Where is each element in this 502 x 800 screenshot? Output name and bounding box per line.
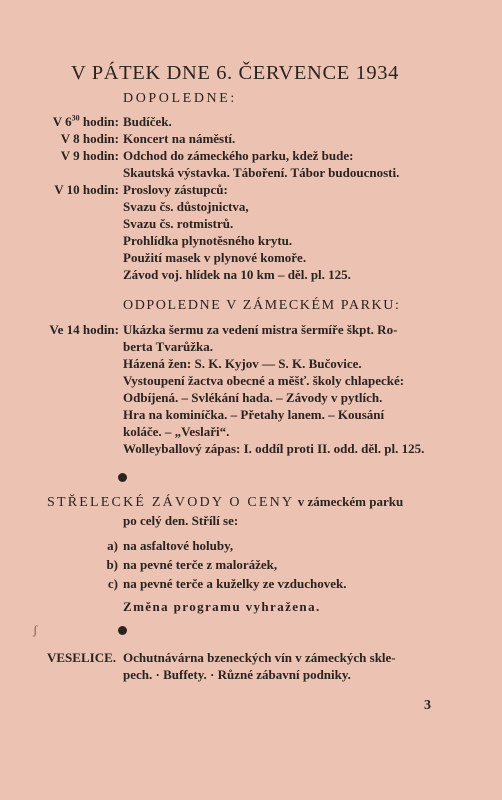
- program-change-note: Změna programu vyhražena.: [123, 599, 321, 614]
- page-title: V PÁTEK DNE 6. ČERVENCE 1934: [71, 62, 399, 84]
- time-label-14: Ve 14 hodin:: [49, 322, 119, 337]
- schedule-subline: Svazu čs. rotmistrů.: [123, 216, 234, 231]
- ink-mark: ʃ: [33, 622, 38, 637]
- schedule-subline: Svazu čs. důstojnictva,: [123, 199, 249, 214]
- shooting-title-rest: v zámeckém parku: [297, 494, 404, 509]
- time-label-6: V $6^{30}$ hodin:: [52, 113, 119, 129]
- schedule-subline: Prohlídka plynotěsného krytu.: [123, 233, 293, 248]
- shooting-title: [47, 494, 403, 511]
- afternoon-line: Odbíjená. – Svlékání hada. – Závody v pytlích.: [123, 390, 383, 405]
- veselice-line: Ochutnávárna bzeneckých vín v zámeckých skle-: [123, 650, 396, 665]
- schedule-subline: Závod voj. hlídek na 10 km – děl. pl. 125.: [123, 267, 351, 282]
- afternoon-line: koláče. – „Veslaři“.: [123, 424, 230, 439]
- list-item: na pevné terče z malorážek,: [123, 557, 278, 572]
- schedule-item-text: Odchod do zámeckého parku, kdež bude:: [123, 148, 354, 163]
- page-number: 3: [424, 698, 431, 713]
- time-label-9: V 9 hodin:: [60, 148, 119, 163]
- shooting-title-caps: STŘELECKÉ ZÁVODY O CENY: [47, 495, 295, 510]
- afternoon-line: berta Tvarůžka.: [123, 339, 214, 354]
- list-item: na asfaltové holuby,: [123, 538, 234, 553]
- schedule-item-continuation: Skautská výstavka. Táboření. Tábor budoucnosti.: [123, 165, 400, 180]
- veselice-line: pech. · Buffety. · Různé zábavní podniky.: [123, 667, 351, 682]
- section-bullet: [118, 473, 127, 482]
- afternoon-line: Házená žen: S. K. Kyjov — S. K. Bučovice.: [123, 356, 362, 371]
- schedule-item-text: Proslovy zástupců:: [123, 182, 228, 197]
- afternoon-line: Vystoupení žactva obecné a měšť. školy chlapecké:: [123, 373, 405, 388]
- schedule-subline: Použití masek v plynové komoře.: [123, 250, 307, 265]
- veselice-label: VESELICE.: [47, 650, 116, 665]
- shooting-line: po celý den. Střílí se:: [123, 513, 239, 528]
- list-label: a): [107, 538, 118, 553]
- morning-heading: DOPOLEDNE:: [123, 91, 237, 106]
- afternoon-line: Ukázka šermu za vedení mistra šermíře škpt. Ro-: [123, 322, 398, 337]
- afternoon-heading: ODPOLEDNE V ZÁMECKÉM PARKU:: [123, 298, 401, 313]
- list-item: na pevné terče a kuželky ze vzduchovek.: [123, 576, 347, 591]
- list-label: b): [106, 557, 118, 572]
- afternoon-line: Wolleyballový zápas: I. oddíl proti II. odd. děl. pl. 125.: [123, 441, 425, 456]
- afternoon-line: Hra na kominíčka. – Přetahy lanem. – Kousání: [123, 407, 385, 422]
- schedule-item-text: Koncert na náměstí.: [123, 131, 236, 146]
- time-label-8: V 8 hodin:: [60, 131, 119, 146]
- list-label: c): [107, 576, 118, 591]
- section-bullet: [118, 626, 127, 635]
- schedule-item-text: Budíček.: [123, 114, 172, 129]
- time-label-10: V 10 hodin:: [54, 182, 119, 197]
